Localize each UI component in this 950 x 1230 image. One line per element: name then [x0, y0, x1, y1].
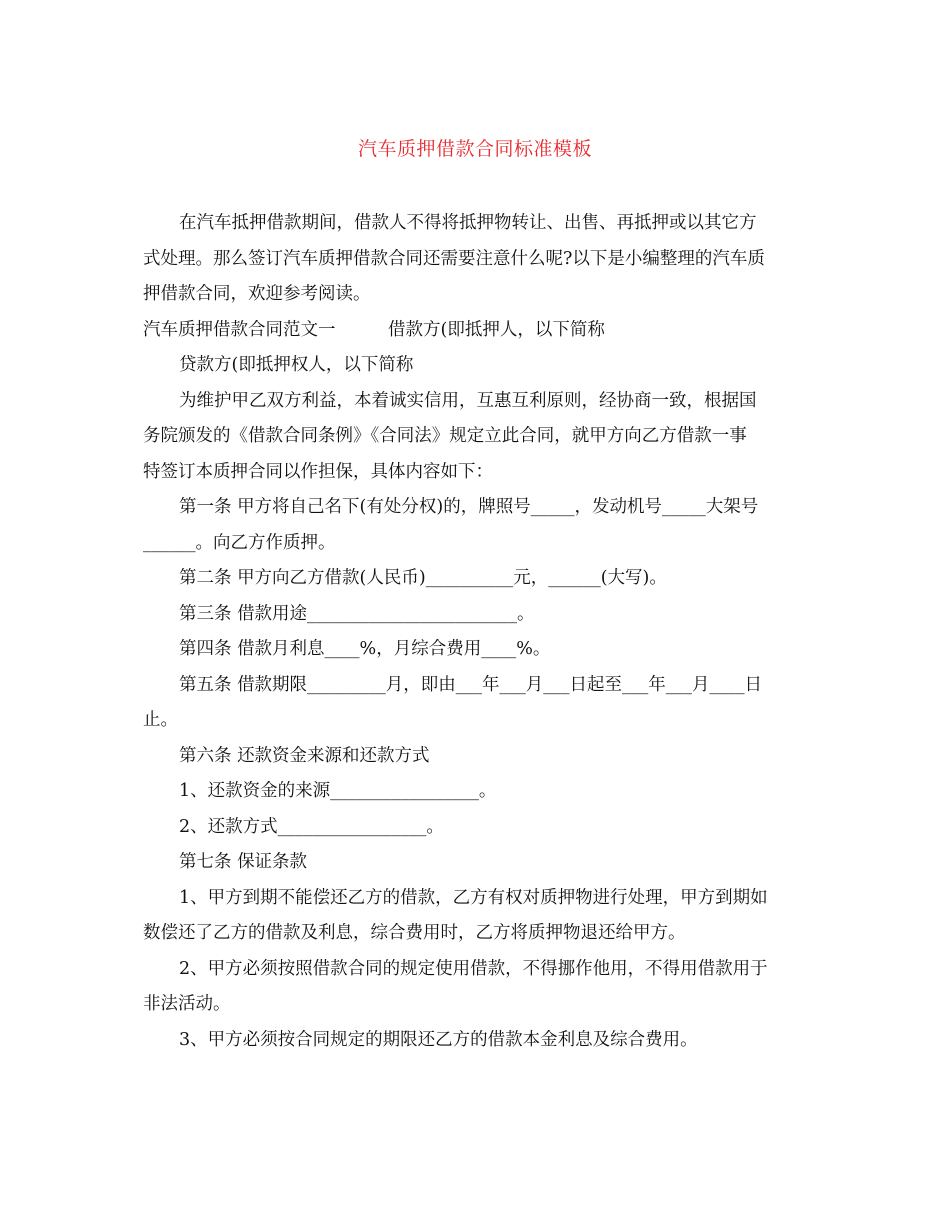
paragraph-line: 为维护甲乙双方利益，本着诚实信用，互惠互利原则，经协商一致，根据国	[179, 390, 757, 411]
clause-line: 1、还款资金的来源_________________。	[179, 781, 497, 801]
clause-line: 止。	[143, 710, 178, 730]
clause-line: 非法活动。	[143, 994, 231, 1014]
clause-line: 第五条 借款期限_________月，即由___年___月___日起至___年___月____日	[179, 674, 763, 695]
clause-line: 第一条 甲方将自己名下(有处分权)的，牌照号_____，发动机号_____大架号	[179, 497, 759, 517]
document-body	[143, 206, 811, 1058]
clause-line: 第四条 借款月利息____%，月综合费用____%。	[179, 639, 551, 659]
clause-line: 第二条 甲方向乙方借款(人民币)__________元，______(大写)。	[179, 568, 667, 588]
paragraph-line: 贷款方(即抵押权人，以下简称	[179, 355, 414, 375]
clause-line: 2、还款方式_________________。	[179, 816, 444, 837]
paragraph-line: 务院颁发的《借款合同条例》《合同法》规定立此合同，就甲方向乙方借款一事	[143, 426, 747, 446]
paragraph-line: 在汽车抵押借款期间，借款人不得将抵押物转让、出售、再抵押或以其它方	[179, 213, 757, 233]
clause-line: 2、甲方必须按照借款合同的规定使用借款，不得挪作他用，不得用借款用于	[179, 958, 768, 979]
clause-line: 1、甲方到期不能偿还乙方的借款，乙方有权对质押物进行处理，甲方到期如	[179, 887, 768, 908]
clause-line: ______。向乙方作质押。	[143, 532, 336, 553]
paragraph-line: 式处理。那么签订汽车质押借款合同还需要注意什么呢?以下是小编整理的汽车质	[143, 248, 765, 269]
clause-line: 第三条 借款用途________________________。	[179, 603, 535, 624]
clause-line: 数偿还了乙方的借款及利息，综合费用时，乙方将质押物退还给甲方。	[143, 923, 686, 943]
paragraph-line: 汽车质押借款合同范文一 借款方(即抵押人，以下简称	[143, 319, 605, 340]
clause-heading: 第六条 还款资金来源和还款方式	[179, 745, 430, 766]
document-title: 汽车质押借款合同标准模板	[357, 138, 592, 160]
paragraph-line: 特签订本质押合同以作担保，具体内容如下：	[143, 461, 493, 482]
clause-heading: 第七条 保证条款	[179, 852, 308, 872]
paragraph-line: 押借款合同，欢迎参考阅读。	[143, 284, 371, 304]
clause-line: 3、甲方必须按合同规定的期限还乙方的借款本金利息及综合费用。	[179, 1029, 698, 1050]
